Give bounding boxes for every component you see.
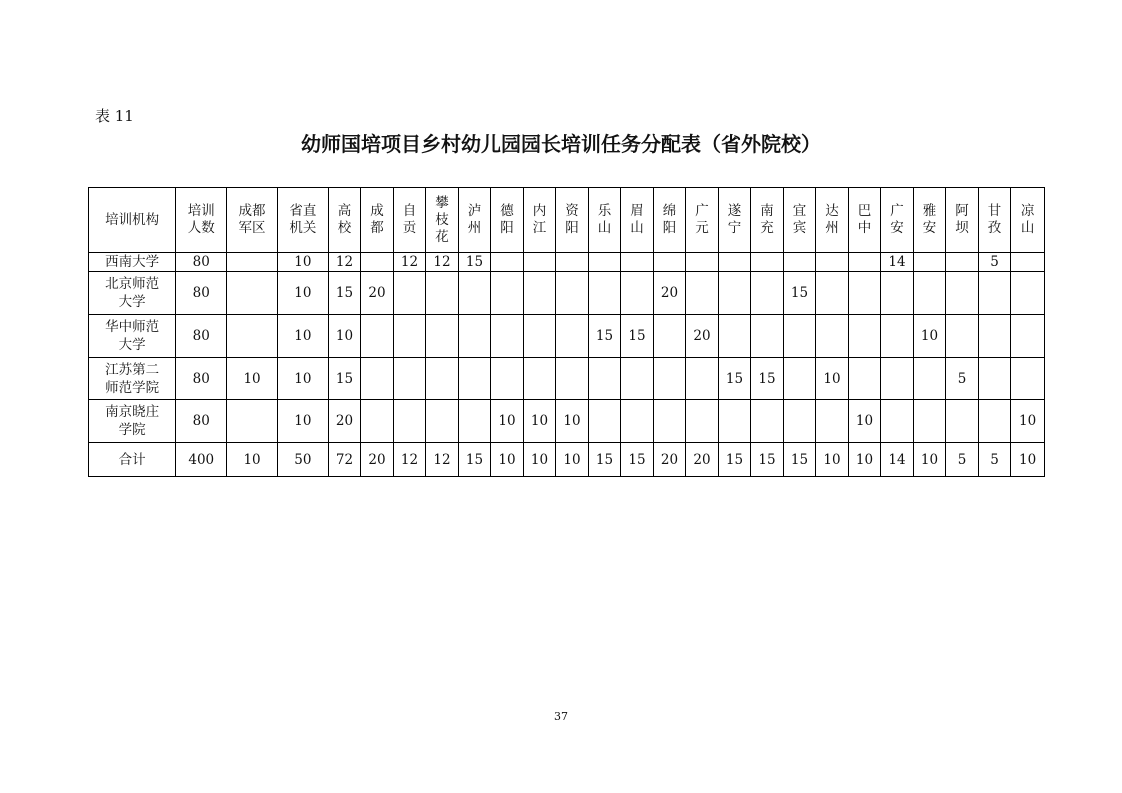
table-cell (523, 315, 556, 358)
table-cell (393, 315, 426, 358)
table-cell (848, 358, 881, 400)
total-cell: 20 (686, 443, 719, 477)
allocation-table (88, 187, 1045, 477)
table-cell: 80 (176, 272, 227, 315)
table-cell (978, 400, 1011, 443)
table-cell (458, 358, 491, 400)
column-header-text: 山 (597, 220, 612, 236)
table-cell (686, 253, 719, 272)
column-header-text: 雅 (922, 203, 937, 219)
column-header-text: 宾 (792, 220, 807, 236)
column-header-text: 安 (922, 220, 937, 236)
table-cell: 20 (328, 400, 361, 443)
table-cell (848, 253, 881, 272)
table-cell (361, 400, 394, 443)
institution-name-line: 学院 (118, 422, 146, 438)
column-header-text: 甘 (987, 203, 1002, 219)
total-cell: 20 (361, 443, 394, 477)
column-header-text: 宁 (727, 220, 742, 236)
total-cell: 50 (277, 443, 328, 477)
table-cell: 12 (328, 253, 361, 272)
column-header-text: 贡 (402, 220, 417, 236)
institution-name-line: 大学 (118, 294, 146, 310)
institution-name-line: 西南大学 (105, 254, 160, 270)
table-cell (588, 272, 621, 315)
table-cell (1011, 272, 1045, 315)
column-header-text: 阳 (662, 220, 677, 236)
total-cell: 10 (523, 443, 556, 477)
column-header-text: 枝 (435, 211, 449, 228)
table-cell (621, 272, 654, 315)
column-header-text: 广 (695, 203, 709, 219)
column-header (458, 188, 491, 253)
column-header-text: 州 (467, 220, 482, 236)
table-cell (588, 358, 621, 400)
table-cell: 10 (1011, 400, 1045, 443)
column-header (751, 188, 784, 253)
column-header (718, 188, 751, 253)
column-header-text: 江 (532, 220, 547, 236)
table-cell (978, 272, 1011, 315)
table-cell (718, 315, 751, 358)
table-cell (621, 400, 654, 443)
column-header (556, 188, 589, 253)
column-header (653, 188, 686, 253)
total-cell: 15 (718, 443, 751, 477)
table-cell (946, 272, 979, 315)
column-header-text: 人数 (187, 220, 215, 236)
table-cell: 10 (277, 400, 328, 443)
table-cell (881, 358, 914, 400)
table-cell (1011, 253, 1045, 272)
table-cell (227, 400, 278, 443)
table-cell: 20 (653, 272, 686, 315)
column-header-text: 山 (1020, 220, 1035, 236)
table-cell: 80 (176, 253, 227, 272)
institution-name-line: 南京晓庄 (105, 404, 160, 420)
table-row (89, 400, 1045, 443)
table-cell: 15 (588, 315, 621, 358)
total-cell: 5 (946, 443, 979, 477)
table-header (89, 188, 1045, 253)
table-cell (946, 400, 979, 443)
table-cell (881, 315, 914, 358)
column-header-text: 军区 (238, 220, 266, 236)
total-cell: 5 (978, 443, 1011, 477)
table-cell (751, 315, 784, 358)
column-header-text: 高 (337, 203, 352, 219)
table-row (89, 358, 1045, 400)
column-header-text: 巴 (857, 203, 872, 219)
table-cell: 15 (458, 253, 491, 272)
column-header-text: 培训 (187, 203, 215, 219)
column-header-text: 自 (402, 203, 417, 219)
table-cell (816, 400, 849, 443)
column-header (848, 188, 881, 253)
table-row (89, 315, 1045, 358)
table-cell (816, 272, 849, 315)
total-cell: 14 (881, 443, 914, 477)
column-header (176, 188, 227, 253)
table-cell: 10 (491, 400, 524, 443)
table-cell (848, 272, 881, 315)
column-header-text: 南 (760, 203, 774, 219)
column-header (491, 188, 524, 253)
table-cell (491, 272, 524, 315)
column-header-text: 阳 (500, 220, 514, 236)
table-cell (556, 358, 589, 400)
total-row (89, 443, 1045, 477)
column-header (946, 188, 979, 253)
table-cell (227, 272, 278, 315)
column-header (227, 188, 278, 253)
total-cell: 10 (227, 443, 278, 477)
column-header-text: 都 (370, 220, 384, 236)
institution-name (89, 253, 176, 272)
column-header-text: 成都 (238, 203, 266, 219)
table-cell: 20 (686, 315, 719, 358)
institution-name (89, 315, 176, 358)
column-header-text: 花 (435, 228, 449, 245)
table-cell (393, 400, 426, 443)
column-header-text: 广 (890, 203, 904, 219)
table-cell (783, 400, 816, 443)
column-header-text: 省直 (289, 203, 317, 219)
column-header (277, 188, 328, 253)
table-cell: 15 (621, 315, 654, 358)
page-number: 37 (554, 710, 568, 723)
table-cell (523, 358, 556, 400)
table-cell: 20 (361, 272, 394, 315)
total-cell: 10 (556, 443, 589, 477)
table-cell: 15 (328, 358, 361, 400)
table-cell: 12 (426, 253, 459, 272)
table-cell (978, 315, 1011, 358)
table-cell (783, 315, 816, 358)
table-cell: 80 (176, 400, 227, 443)
column-header (881, 188, 914, 253)
table-cell (783, 253, 816, 272)
table-cell (653, 358, 686, 400)
column-header-text: 安 (890, 220, 904, 236)
institution-name-line: 师范学院 (105, 379, 160, 396)
total-cell: 10 (848, 443, 881, 477)
column-header-text: 乐 (597, 203, 612, 219)
table-cell (718, 400, 751, 443)
table-cell: 10 (913, 315, 946, 358)
table-cell: 10 (227, 358, 278, 400)
column-header-text: 培训机构 (105, 211, 160, 228)
table-cell: 10 (277, 358, 328, 400)
table-cell (227, 315, 278, 358)
table-cell: 5 (978, 253, 1011, 272)
table-cell (361, 315, 394, 358)
table-cell: 12 (393, 253, 426, 272)
table-cell (458, 315, 491, 358)
table-cell (653, 315, 686, 358)
total-cell: 10 (1011, 443, 1045, 477)
column-header-text: 机关 (289, 220, 317, 236)
table-cell (523, 253, 556, 272)
column-header-text: 充 (760, 220, 774, 236)
table-row (89, 253, 1045, 272)
table-cell: 15 (751, 358, 784, 400)
table-cell (426, 272, 459, 315)
table-cell (458, 272, 491, 315)
table-cell (556, 315, 589, 358)
institution-name (89, 272, 176, 315)
table-cell (621, 253, 654, 272)
table-cell (393, 358, 426, 400)
column-header (588, 188, 621, 253)
column-header-text: 阳 (565, 220, 579, 236)
table-cell (751, 272, 784, 315)
total-cell: 15 (621, 443, 654, 477)
table-cell (1011, 358, 1045, 400)
table-cell: 14 (881, 253, 914, 272)
column-header (816, 188, 849, 253)
total-cell: 15 (458, 443, 491, 477)
column-header (89, 188, 176, 253)
table-cell: 5 (946, 358, 979, 400)
table-body (89, 253, 1045, 477)
institution-name-line: 大学 (118, 337, 146, 353)
column-header (328, 188, 361, 253)
column-header-text: 攀 (435, 194, 449, 211)
total-cell: 15 (783, 443, 816, 477)
column-header-text: 泸 (467, 203, 482, 219)
column-header-text: 凉 (1020, 203, 1035, 219)
table-cell: 10 (328, 315, 361, 358)
table-cell: 10 (848, 400, 881, 443)
column-header (1011, 188, 1045, 253)
column-header-text: 孜 (987, 220, 1002, 236)
institution-name (89, 358, 176, 400)
column-header-text: 阿 (955, 203, 969, 219)
column-header-text: 德 (500, 203, 514, 219)
table-cell (686, 358, 719, 400)
column-header (523, 188, 556, 253)
table-cell (556, 253, 589, 272)
column-header-text: 内 (532, 203, 547, 219)
table-cell (816, 315, 849, 358)
total-cell: 10 (913, 443, 946, 477)
table-cell (848, 315, 881, 358)
table-cell (426, 315, 459, 358)
table-cell (491, 253, 524, 272)
table-cell: 15 (783, 272, 816, 315)
total-cell: 12 (393, 443, 426, 477)
table-cell (913, 358, 946, 400)
column-header (913, 188, 946, 253)
table-cell (718, 253, 751, 272)
column-header (426, 188, 459, 253)
column-header (978, 188, 1011, 253)
total-cell: 12 (426, 443, 459, 477)
total-cell: 10 (491, 443, 524, 477)
table-cell (653, 253, 686, 272)
table-cell: 10 (816, 358, 849, 400)
document-title: 幼师国培项目乡村幼儿园园长培训任务分配表（省外院校） (301, 132, 821, 156)
column-header-text: 坝 (955, 220, 969, 236)
table-cell: 15 (328, 272, 361, 315)
table-cell (816, 253, 849, 272)
institution-name-line: 北京师范 (105, 276, 160, 292)
table-cell (978, 358, 1011, 400)
column-header-text: 校 (337, 220, 352, 236)
table-row (89, 272, 1045, 315)
column-header (686, 188, 719, 253)
total-label: 合计 (89, 443, 176, 477)
table-cell: 10 (277, 315, 328, 358)
table-cell (913, 253, 946, 272)
column-header-text: 遂 (727, 203, 742, 219)
table-cell (718, 272, 751, 315)
table-cell (621, 358, 654, 400)
table-cell: 10 (556, 400, 589, 443)
table-cell (458, 400, 491, 443)
column-header-text: 中 (857, 220, 872, 236)
table-cell (361, 358, 394, 400)
table-cell (783, 358, 816, 400)
column-header-text: 元 (695, 220, 709, 236)
table-cell (227, 253, 278, 272)
table-cell (588, 400, 621, 443)
table-cell: 80 (176, 315, 227, 358)
table-cell (686, 400, 719, 443)
table-number-label: 表 11 (95, 107, 134, 125)
table-cell (946, 253, 979, 272)
column-header (393, 188, 426, 253)
column-header-text: 州 (825, 220, 839, 236)
table-cell (751, 253, 784, 272)
column-header-text: 达 (825, 203, 839, 219)
table-cell (426, 400, 459, 443)
column-header (621, 188, 654, 253)
table-cell (881, 272, 914, 315)
table-cell (426, 358, 459, 400)
column-header-text: 成 (370, 203, 384, 219)
total-cell: 72 (328, 443, 361, 477)
column-header (361, 188, 394, 253)
institution-name (89, 400, 176, 443)
table-cell (751, 400, 784, 443)
table-cell: 10 (277, 272, 328, 315)
table-cell (1011, 315, 1045, 358)
table-cell (881, 400, 914, 443)
total-cell: 20 (653, 443, 686, 477)
table-cell (913, 400, 946, 443)
institution-name-line: 华中师范 (105, 319, 160, 335)
table-cell: 10 (277, 253, 328, 272)
table-cell (653, 400, 686, 443)
column-header-text: 资 (565, 203, 579, 219)
table-cell: 80 (176, 358, 227, 400)
table-cell (913, 272, 946, 315)
total-cell: 10 (816, 443, 849, 477)
column-header-text: 宜 (792, 203, 807, 219)
table-cell (686, 272, 719, 315)
institution-name-line: 江苏第二 (105, 361, 160, 378)
table-cell (361, 253, 394, 272)
table-cell: 10 (523, 400, 556, 443)
column-header-text: 眉 (630, 203, 644, 219)
table-cell (491, 358, 524, 400)
table-cell (491, 315, 524, 358)
table-cell (556, 272, 589, 315)
table-cell (393, 272, 426, 315)
column-header (783, 188, 816, 253)
table-cell (588, 253, 621, 272)
column-header-text: 绵 (662, 203, 677, 219)
total-cell: 15 (588, 443, 621, 477)
table-cell (946, 315, 979, 358)
column-header-text: 山 (630, 220, 644, 236)
header-row (89, 188, 1045, 253)
total-cell: 15 (751, 443, 784, 477)
table-cell: 15 (718, 358, 751, 400)
total-cell: 400 (176, 443, 227, 477)
table-cell (523, 272, 556, 315)
